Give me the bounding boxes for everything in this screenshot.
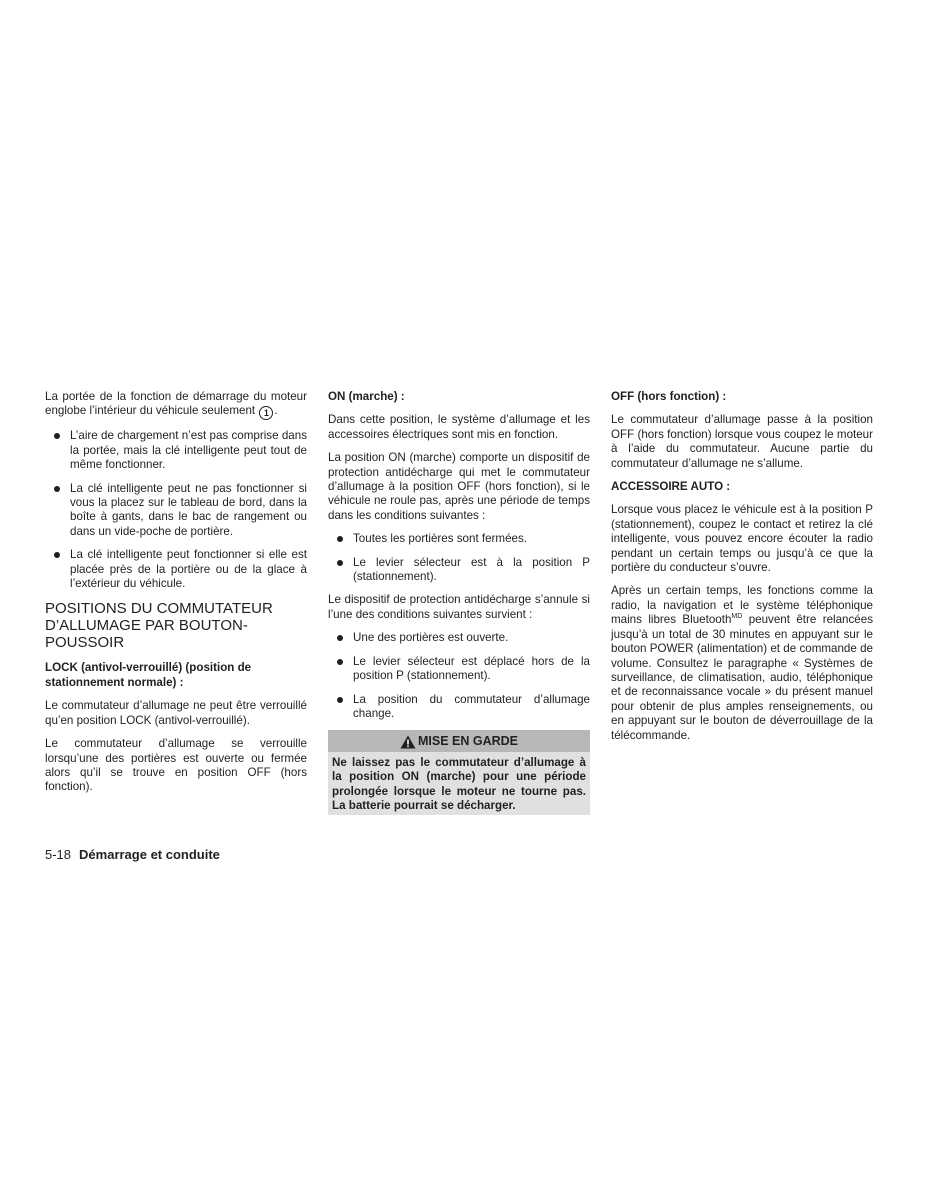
conditions-bullet-list	[328, 532, 590, 584]
trademark-sup: MD	[731, 613, 743, 621]
column-right	[611, 390, 873, 752]
list-item: Une des portières est ouverte.	[328, 631, 590, 645]
accessory-paragraph-2	[611, 584, 873, 742]
list-item: Le levier sélecteur est à la position P (stationnement).	[328, 556, 590, 585]
chapter-title: Démarrage et conduite	[79, 847, 220, 862]
range-bullet-list	[45, 429, 307, 591]
off-heading: OFF (hors fonction) :	[611, 390, 727, 403]
page-footer	[45, 847, 220, 863]
lock-paragraph-2: Le commutateur d’allumage se verrouille lorsqu’une des portières est ouverte ou fermée alors qu’il se trouve en position OFF (hors fonction).	[45, 737, 307, 794]
column-middle	[328, 390, 590, 815]
lock-heading: LOCK (antivol-verrouillé) (position de stationnement normale) :	[45, 661, 252, 689]
on-paragraph-2: La position ON (marche) comporte un dispositif de protection antidécharge qui met le commutateur d’allumage à la position OFF (hors fonction), si le véhicule ne roule pas, après une période de temps dans les conditions suivantes :	[328, 451, 590, 522]
warning-text: Ne laissez pas le commutateur d’allumage à la position ON (marche) pour une période prolongée lorsque le moteur ne tourne pas. La batterie pourrait se décharger.	[332, 755, 586, 812]
section-title: POSITIONS DU COMMUTATEUR D’ALLUMAGE PAR BOUTON-POUSSOIR	[45, 600, 273, 652]
list-item: Le levier sélecteur est déplacé hors de la position P (stationnement).	[328, 655, 590, 684]
intro-paragraph	[45, 390, 307, 420]
cancel-conditions-bullet-list	[328, 631, 590, 721]
accessory-heading: ACCESSOIRE AUTO :	[611, 480, 731, 494]
warning-title: MISE EN GARDE	[417, 734, 518, 749]
on-paragraph-1: Dans cette position, le système d’allumage et les accessoires électriques sont mis en fonction.	[328, 413, 590, 441]
list-item: Toutes les portières sont fermées.	[328, 532, 590, 546]
warning-header	[328, 730, 590, 751]
accessory-paragraph-1: Lorsque vous placez le véhicule est à la position P (stationnement), coupez le contact et retirez la clé intelligente, vous pouvez encore écouter la radio pendant un certain temps ou jusqu’à ce que la portière du conducteur s’ouvre.	[611, 503, 873, 575]
intro-end: .	[274, 404, 278, 418]
warning-triangle-icon	[400, 735, 416, 749]
off-paragraph: Le commutateur d’allumage passe à la position OFF (hors fonction) lorsque vous coupez le moteur à l’aide du commutateur. Aucune partie du commutateur d’allumage ne s’allume.	[611, 413, 873, 470]
list-item: La position du commutateur d’allumage change.	[328, 693, 590, 722]
callout-number: 1	[259, 406, 273, 420]
intro-text: La portée de la fonction de démarrage du moteur englobe l’intérieur du véhicule seulement	[45, 390, 307, 418]
list-item: L’aire de chargement n’est pas comprise dans la portée, mais la clé intelligente peut tout de même fonctionner.	[45, 429, 307, 472]
list-item: La clé intelligente peut ne pas fonctionner si vous la placez sur le tableau de bord, dans la boîte à gants, dans le bac de rangement ou dans un vide-poche de portière.	[45, 482, 307, 540]
list-item: La clé intelligente peut fonctionner si elle est placée près de la portière ou de la glace à l’extérieur du véhicule.	[45, 548, 307, 591]
accessory-text-b: peuvent être relancées jusqu’à un total de 30 minutes en appuyant sur le bouton POWER (alimentation) et de commande de volume. Consultez le paragraphe « Systèmes de surveillance, de climatisation, audio, téléphonique et de reconnaissance vocale » du présent manuel pour obtenir de plus amples renseignements, ou en appuyant sur le bouton de déverrouillage de la télécommande.	[611, 613, 873, 742]
warning-box	[328, 730, 590, 815]
lock-paragraph-1: Le commutateur d’allumage ne peut être verrouillé qu’en position LOCK (antivol-verrouillé).	[45, 699, 307, 727]
page-number: 5-18	[45, 847, 72, 862]
column-left	[45, 390, 307, 804]
accessory-text-a: Après un certain temps, les fonctions comme la radio, la navigation et le système téléphonique mains libres Bluetooth	[611, 584, 873, 627]
on-heading: ON (marche) :	[328, 390, 405, 403]
on-paragraph-3: Le dispositif de protection antidécharge s’annule si l’une des conditions suivantes survient :	[328, 593, 590, 621]
